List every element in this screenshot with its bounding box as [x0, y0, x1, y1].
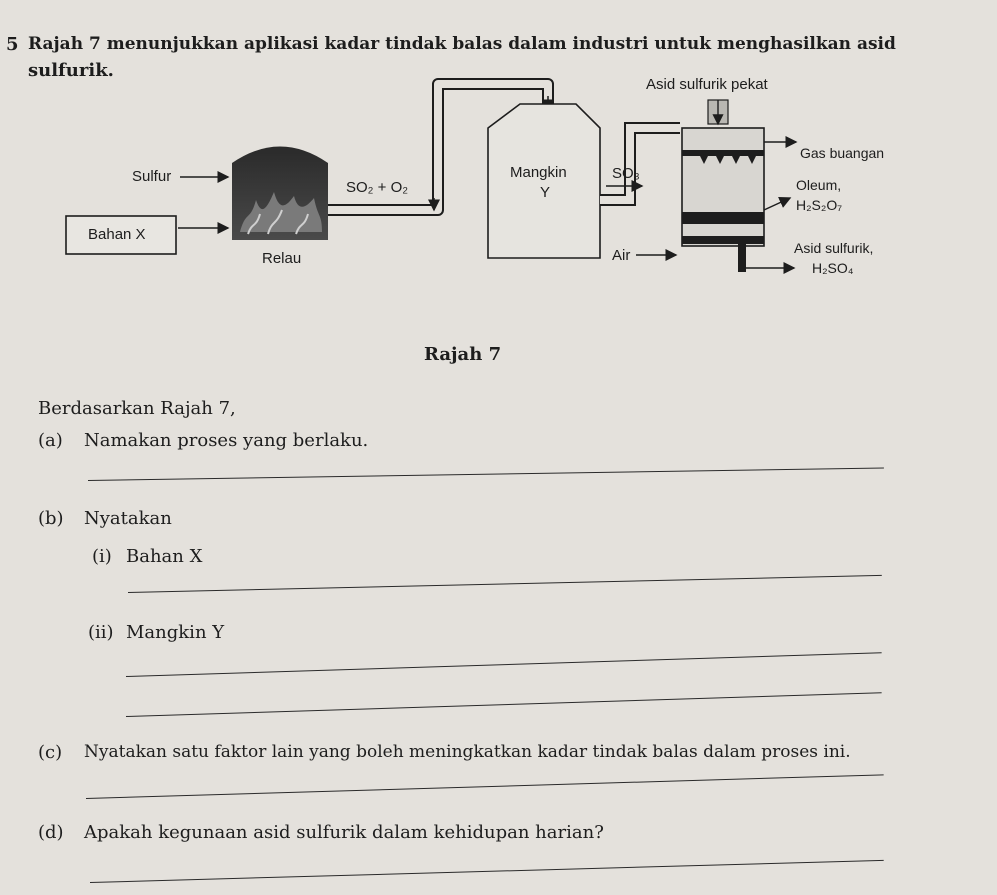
part-b-label: (b)	[38, 508, 64, 529]
label-so2-o2: SO₂ + O₂	[346, 179, 409, 196]
question-number: 5	[6, 34, 19, 55]
part-b-question: Nyatakan	[84, 508, 172, 529]
part-c-question: Nyatakan satu faktor lain yang boleh meningkatkan kadar tindak balas dalam proses ini.	[84, 742, 851, 762]
label-so3: SO₃	[612, 165, 640, 182]
diagram-caption: Rajah 7	[424, 344, 502, 365]
label-oleum-formula: H₂S₂O₇	[796, 197, 843, 213]
label-relau: Relau	[262, 250, 302, 267]
part-d-label: (d)	[38, 822, 64, 843]
label-sulfur: Sulfur	[132, 168, 172, 185]
part-a-question: Namakan proses yang berlaku.	[84, 430, 369, 451]
label-h2so4: H₂SO₄	[812, 260, 854, 276]
answer-line-b-ii-1[interactable]	[126, 652, 882, 677]
part-b-i-question: Bahan X	[126, 546, 203, 567]
furnace-relau	[232, 147, 328, 241]
converter-vessel	[488, 104, 600, 258]
part-b-ii-label: (ii)	[88, 622, 114, 643]
answer-line-c[interactable]	[86, 774, 884, 799]
label-gas-buangan: Gas buangan	[800, 145, 885, 161]
answer-line-b-i[interactable]	[128, 575, 882, 593]
part-b-ii-question: Mangkin Y	[126, 622, 225, 643]
answer-line-a[interactable]	[88, 467, 884, 481]
label-asid-sulfurik: Asid sulfurik,	[794, 240, 874, 256]
label-air: Air	[612, 247, 631, 264]
question-intro-line2: sulfurik.	[28, 60, 114, 81]
part-b-i-label: (i)	[92, 546, 112, 567]
answer-line-b-ii-2[interactable]	[126, 692, 882, 717]
label-mangkin: Mangkin	[510, 164, 567, 181]
label-bahan-x: Bahan X	[88, 226, 146, 243]
part-d-question: Apakah kegunaan asid sulfurik dalam kehidupan harian?	[84, 822, 604, 843]
question-intro-line1: Rajah 7 menunjukkan aplikasi kadar tindak balas dalam industri untuk menghasilkan asid	[28, 34, 896, 54]
part-c-label: (c)	[38, 742, 63, 763]
label-asid-pekat: Asid sulfurik pekat	[646, 76, 768, 93]
label-oleum: Oleum,	[796, 177, 842, 193]
label-y: Y	[540, 184, 551, 201]
part-a-label: (a)	[38, 430, 63, 451]
prompt-text: Berdasarkan Rajah 7,	[38, 398, 236, 419]
answer-line-d[interactable]	[90, 860, 884, 883]
absorption-tower	[682, 100, 764, 272]
